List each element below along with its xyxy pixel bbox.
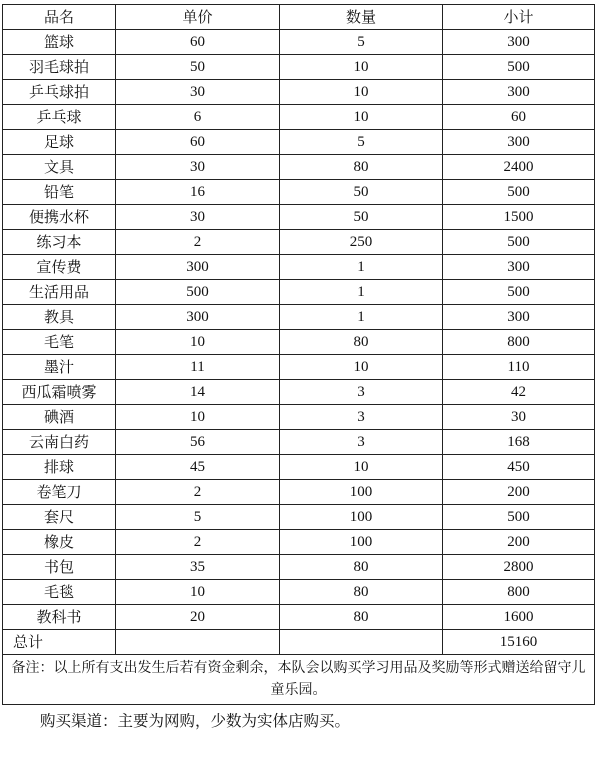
quantity: 3 <box>280 380 443 405</box>
table-row <box>3 530 595 555</box>
quantity: 1 <box>280 280 443 305</box>
unit-price: 45 <box>116 455 280 480</box>
unit-price: 20 <box>116 605 280 630</box>
quantity: 5 <box>280 30 443 55</box>
unit-price: 35 <box>116 555 280 580</box>
subtotal: 42 <box>443 380 595 405</box>
unit-price: 60 <box>116 30 280 55</box>
subtotal: 1600 <box>443 605 595 630</box>
header-item-name: 品名 <box>3 5 116 30</box>
item-name: 便携水杯 <box>3 205 116 230</box>
table-row <box>3 105 595 130</box>
unit-price: 500 <box>116 280 280 305</box>
subtotal: 300 <box>443 130 595 155</box>
quantity: 100 <box>280 530 443 555</box>
unit-price: 30 <box>116 155 280 180</box>
item-name: 排球 <box>3 455 116 480</box>
unit-price: 30 <box>116 80 280 105</box>
subtotal: 300 <box>443 30 595 55</box>
subtotal: 300 <box>443 305 595 330</box>
unit-price: 11 <box>116 355 280 380</box>
table-row <box>3 180 595 205</box>
quantity: 50 <box>280 180 443 205</box>
subtotal: 168 <box>443 430 595 455</box>
table-row <box>3 480 595 505</box>
unit-price: 50 <box>116 55 280 80</box>
table-row <box>3 405 595 430</box>
subtotal: 1500 <box>443 205 595 230</box>
note-row <box>3 655 595 705</box>
quantity: 10 <box>280 80 443 105</box>
item-name: 西瓜霜喷雾 <box>3 380 116 405</box>
quantity: 50 <box>280 205 443 230</box>
item-name: 云南白药 <box>3 430 116 455</box>
item-name: 橡皮 <box>3 530 116 555</box>
item-name: 篮球 <box>3 30 116 55</box>
item-name: 练习本 <box>3 230 116 255</box>
unit-price: 300 <box>116 305 280 330</box>
quantity: 80 <box>280 605 443 630</box>
table-row <box>3 605 595 630</box>
unit-price: 14 <box>116 380 280 405</box>
table-row <box>3 230 595 255</box>
subtotal: 200 <box>443 480 595 505</box>
subtotal: 450 <box>443 455 595 480</box>
quantity: 100 <box>280 505 443 530</box>
unit-price: 16 <box>116 180 280 205</box>
unit-price: 56 <box>116 430 280 455</box>
subtotal: 2800 <box>443 555 595 580</box>
subtotal: 30 <box>443 405 595 430</box>
quantity: 1 <box>280 305 443 330</box>
quantity: 10 <box>280 105 443 130</box>
subtotal: 110 <box>443 355 595 380</box>
table-row <box>3 55 595 80</box>
table-row <box>3 130 595 155</box>
total-empty-cell <box>116 630 280 655</box>
item-name: 乒乓球拍 <box>3 80 116 105</box>
item-name: 套尺 <box>3 505 116 530</box>
item-name: 教科书 <box>3 605 116 630</box>
budget-sheet <box>2 4 594 733</box>
unit-price: 10 <box>116 405 280 430</box>
total-row <box>3 630 595 655</box>
table-row <box>3 30 595 55</box>
unit-price: 2 <box>116 480 280 505</box>
subtotal: 500 <box>443 55 595 80</box>
table-row <box>3 355 595 380</box>
subtotal: 500 <box>443 230 595 255</box>
table-row <box>3 305 595 330</box>
unit-price: 2 <box>116 530 280 555</box>
item-name: 铅笔 <box>3 180 116 205</box>
item-name: 足球 <box>3 130 116 155</box>
table-row <box>3 505 595 530</box>
total-empty-cell <box>280 630 443 655</box>
unit-price: 6 <box>116 105 280 130</box>
quantity: 10 <box>280 455 443 480</box>
quantity: 80 <box>280 580 443 605</box>
subtotal: 500 <box>443 280 595 305</box>
unit-price: 300 <box>116 255 280 280</box>
subtotal: 60 <box>443 105 595 130</box>
unit-price: 10 <box>116 580 280 605</box>
quantity: 250 <box>280 230 443 255</box>
header-quantity: 数量 <box>280 5 443 30</box>
unit-price: 30 <box>116 205 280 230</box>
item-name: 卷笔刀 <box>3 480 116 505</box>
subtotal: 800 <box>443 580 595 605</box>
table-header-row <box>3 5 595 30</box>
quantity: 80 <box>280 555 443 580</box>
table-row <box>3 280 595 305</box>
item-name: 宣传费 <box>3 255 116 280</box>
item-name: 毛笔 <box>3 330 116 355</box>
budget-table <box>2 4 595 705</box>
table-row <box>3 255 595 280</box>
item-name: 墨汁 <box>3 355 116 380</box>
subtotal: 800 <box>443 330 595 355</box>
quantity: 3 <box>280 405 443 430</box>
table-row <box>3 80 595 105</box>
subtotal: 300 <box>443 255 595 280</box>
remark-note: 备注：以上所有支出发生后若有资金剩余，本队会以购买学习用品及奖励等形式赠送给留守儿童乐园。 <box>3 655 595 705</box>
table-row <box>3 555 595 580</box>
table-row <box>3 205 595 230</box>
table-body <box>3 30 595 705</box>
quantity: 3 <box>280 430 443 455</box>
item-name: 羽毛球拍 <box>3 55 116 80</box>
item-name: 教具 <box>3 305 116 330</box>
unit-price: 2 <box>116 230 280 255</box>
table-row <box>3 430 595 455</box>
subtotal: 2400 <box>443 155 595 180</box>
quantity: 10 <box>280 55 443 80</box>
unit-price: 5 <box>116 505 280 530</box>
subtotal: 500 <box>443 505 595 530</box>
subtotal: 500 <box>443 180 595 205</box>
quantity: 5 <box>280 130 443 155</box>
unit-price: 10 <box>116 330 280 355</box>
table-row <box>3 380 595 405</box>
quantity: 80 <box>280 330 443 355</box>
item-name: 毛毯 <box>3 580 116 605</box>
table-row <box>3 580 595 605</box>
item-name: 碘酒 <box>3 405 116 430</box>
quantity: 80 <box>280 155 443 180</box>
header-subtotal: 小计 <box>443 5 595 30</box>
table-row <box>3 330 595 355</box>
subtotal: 300 <box>443 80 595 105</box>
header-unit-price: 单价 <box>116 5 280 30</box>
quantity: 10 <box>280 355 443 380</box>
table-row <box>3 455 595 480</box>
total-label: 总计 <box>3 630 116 655</box>
unit-price: 60 <box>116 130 280 155</box>
subtotal: 200 <box>443 530 595 555</box>
quantity: 1 <box>280 255 443 280</box>
item-name: 生活用品 <box>3 280 116 305</box>
table-row <box>3 155 595 180</box>
item-name: 文具 <box>3 155 116 180</box>
purchase-channel-text: 购买渠道：主要为网购，少数为实体店购买。 <box>40 712 351 730</box>
item-name: 书包 <box>3 555 116 580</box>
quantity: 100 <box>280 480 443 505</box>
item-name: 乒乓球 <box>3 105 116 130</box>
total-value: 15160 <box>443 630 595 655</box>
